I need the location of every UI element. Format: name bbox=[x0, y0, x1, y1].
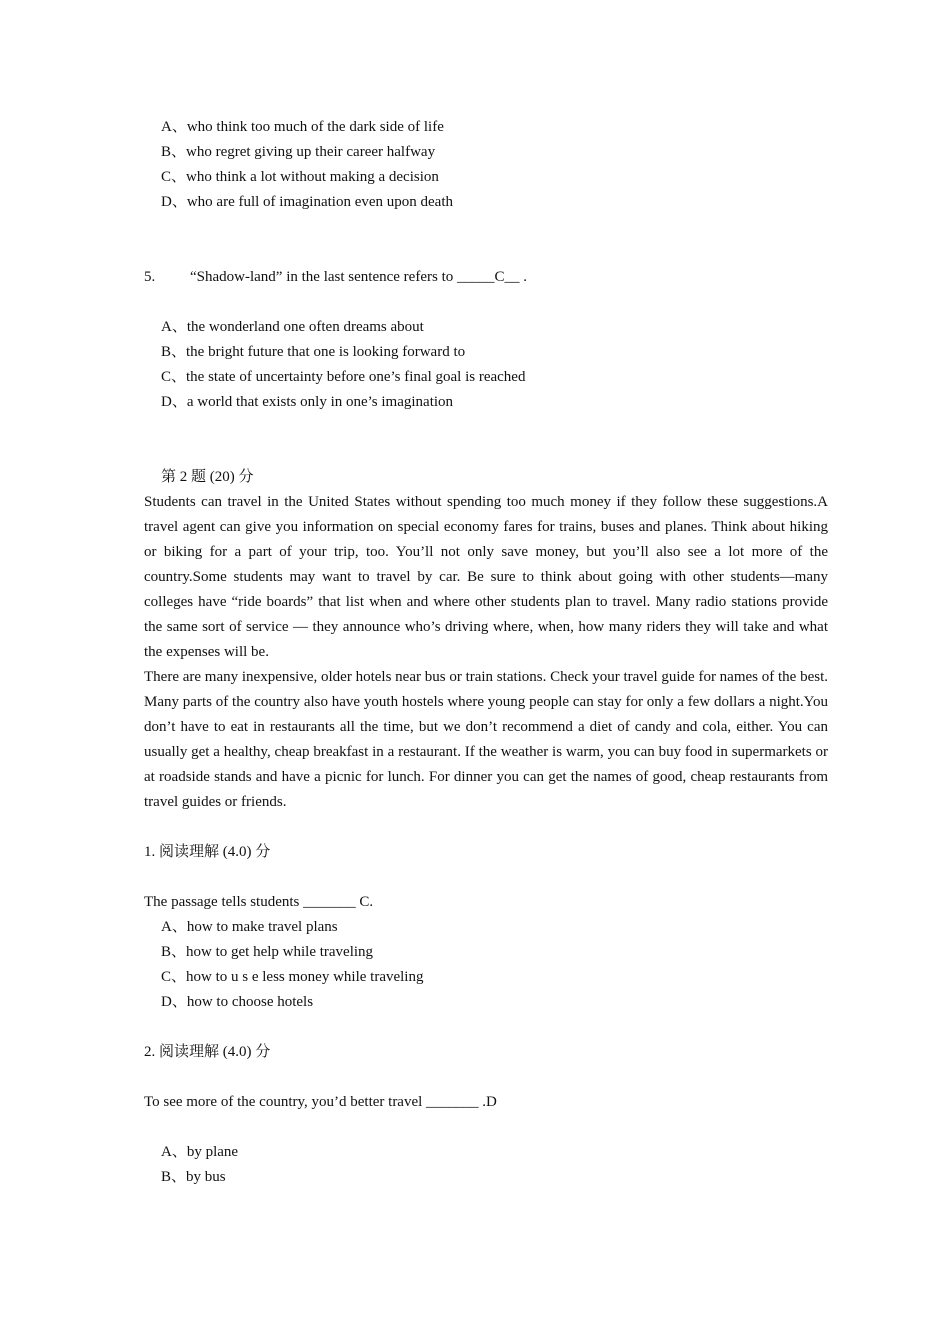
question-header: 2. 阅读理解 (4.0) 分 bbox=[144, 1044, 271, 1060]
option-b: B、the bright future that one is looking forward to bbox=[161, 344, 466, 360]
question-stem: To see more of the country, you’d better travel _______ .D bbox=[144, 1094, 497, 1110]
passage-paragraph: There are many inexpensive, older hotels near bus or train stations. Check your travel guide for names of the best. Many parts of the country also have youth hostels where young people can stay for only a few dollars a night.You don’t have to eat in restaurants all the time, but we don’t recommend a diet of candy and cola, either. You can usually get a healthy, cheap breakfast in a restaurant. If the weather is warm, you can buy food in supermarkets or at roadside stands and have a picnic for lunch. For dinner you can get the names of good, cheap restaurants from travel guides or friends. bbox=[144, 669, 828, 810]
section-2-title: 第 2 题 (20) 分 bbox=[161, 469, 254, 485]
option-b: B、who regret giving up their career halfway bbox=[161, 144, 436, 160]
question-1-options bbox=[144, 915, 828, 1015]
question-number: 5. bbox=[144, 269, 156, 285]
option-d: D、who are full of imagination even upon death bbox=[161, 194, 454, 210]
option-a: A、the wonderland one often dreams about bbox=[161, 319, 424, 335]
option-d: D、how to choose hotels bbox=[161, 994, 314, 1010]
option-c: C、how to u s e less money while traveling bbox=[161, 969, 424, 985]
prev-question-options bbox=[144, 115, 828, 215]
option-d: D、a world that exists only in one’s imagination bbox=[161, 394, 454, 410]
document-page bbox=[144, 115, 828, 1190]
option-c: C、the state of uncertainty before one’s final goal is reached bbox=[161, 369, 526, 385]
question-stem: “Shadow-land” in the last sentence refers to _____C__ . bbox=[190, 269, 527, 285]
option-b: B、by bus bbox=[161, 1169, 226, 1185]
question-header: 1. 阅读理解 (4.0) 分 bbox=[144, 844, 271, 860]
option-c: C、who think a lot without making a decision bbox=[161, 169, 439, 185]
question-5-options bbox=[144, 315, 828, 415]
question-stem: The passage tells students _______ C. bbox=[144, 894, 374, 910]
question-2-options bbox=[144, 1140, 828, 1190]
option-a: A、how to make travel plans bbox=[161, 919, 338, 935]
option-a: A、who think too much of the dark side of life bbox=[161, 119, 444, 135]
question-5 bbox=[144, 265, 828, 290]
passage-paragraph: Students can travel in the United States without spending too much money if they follow these suggestions.A travel agent can give you information on special economy fares for trains, buses and planes. Think about hiking or biking for a part of your trip, too. You’ll not only save money, but you’ll also see a lot more of the country.Some students may want to travel by car. Be sure to think about going with other students—many colleges have “ride boards” that list when and where other students plan to travel. Many radio stations provide the same sort of service — they announce who’s driving where, when, how many riders they will take and what the expenses will be. bbox=[144, 494, 828, 660]
option-b: B、how to get help while traveling bbox=[161, 944, 374, 960]
option-a: A、by plane bbox=[161, 1144, 239, 1160]
